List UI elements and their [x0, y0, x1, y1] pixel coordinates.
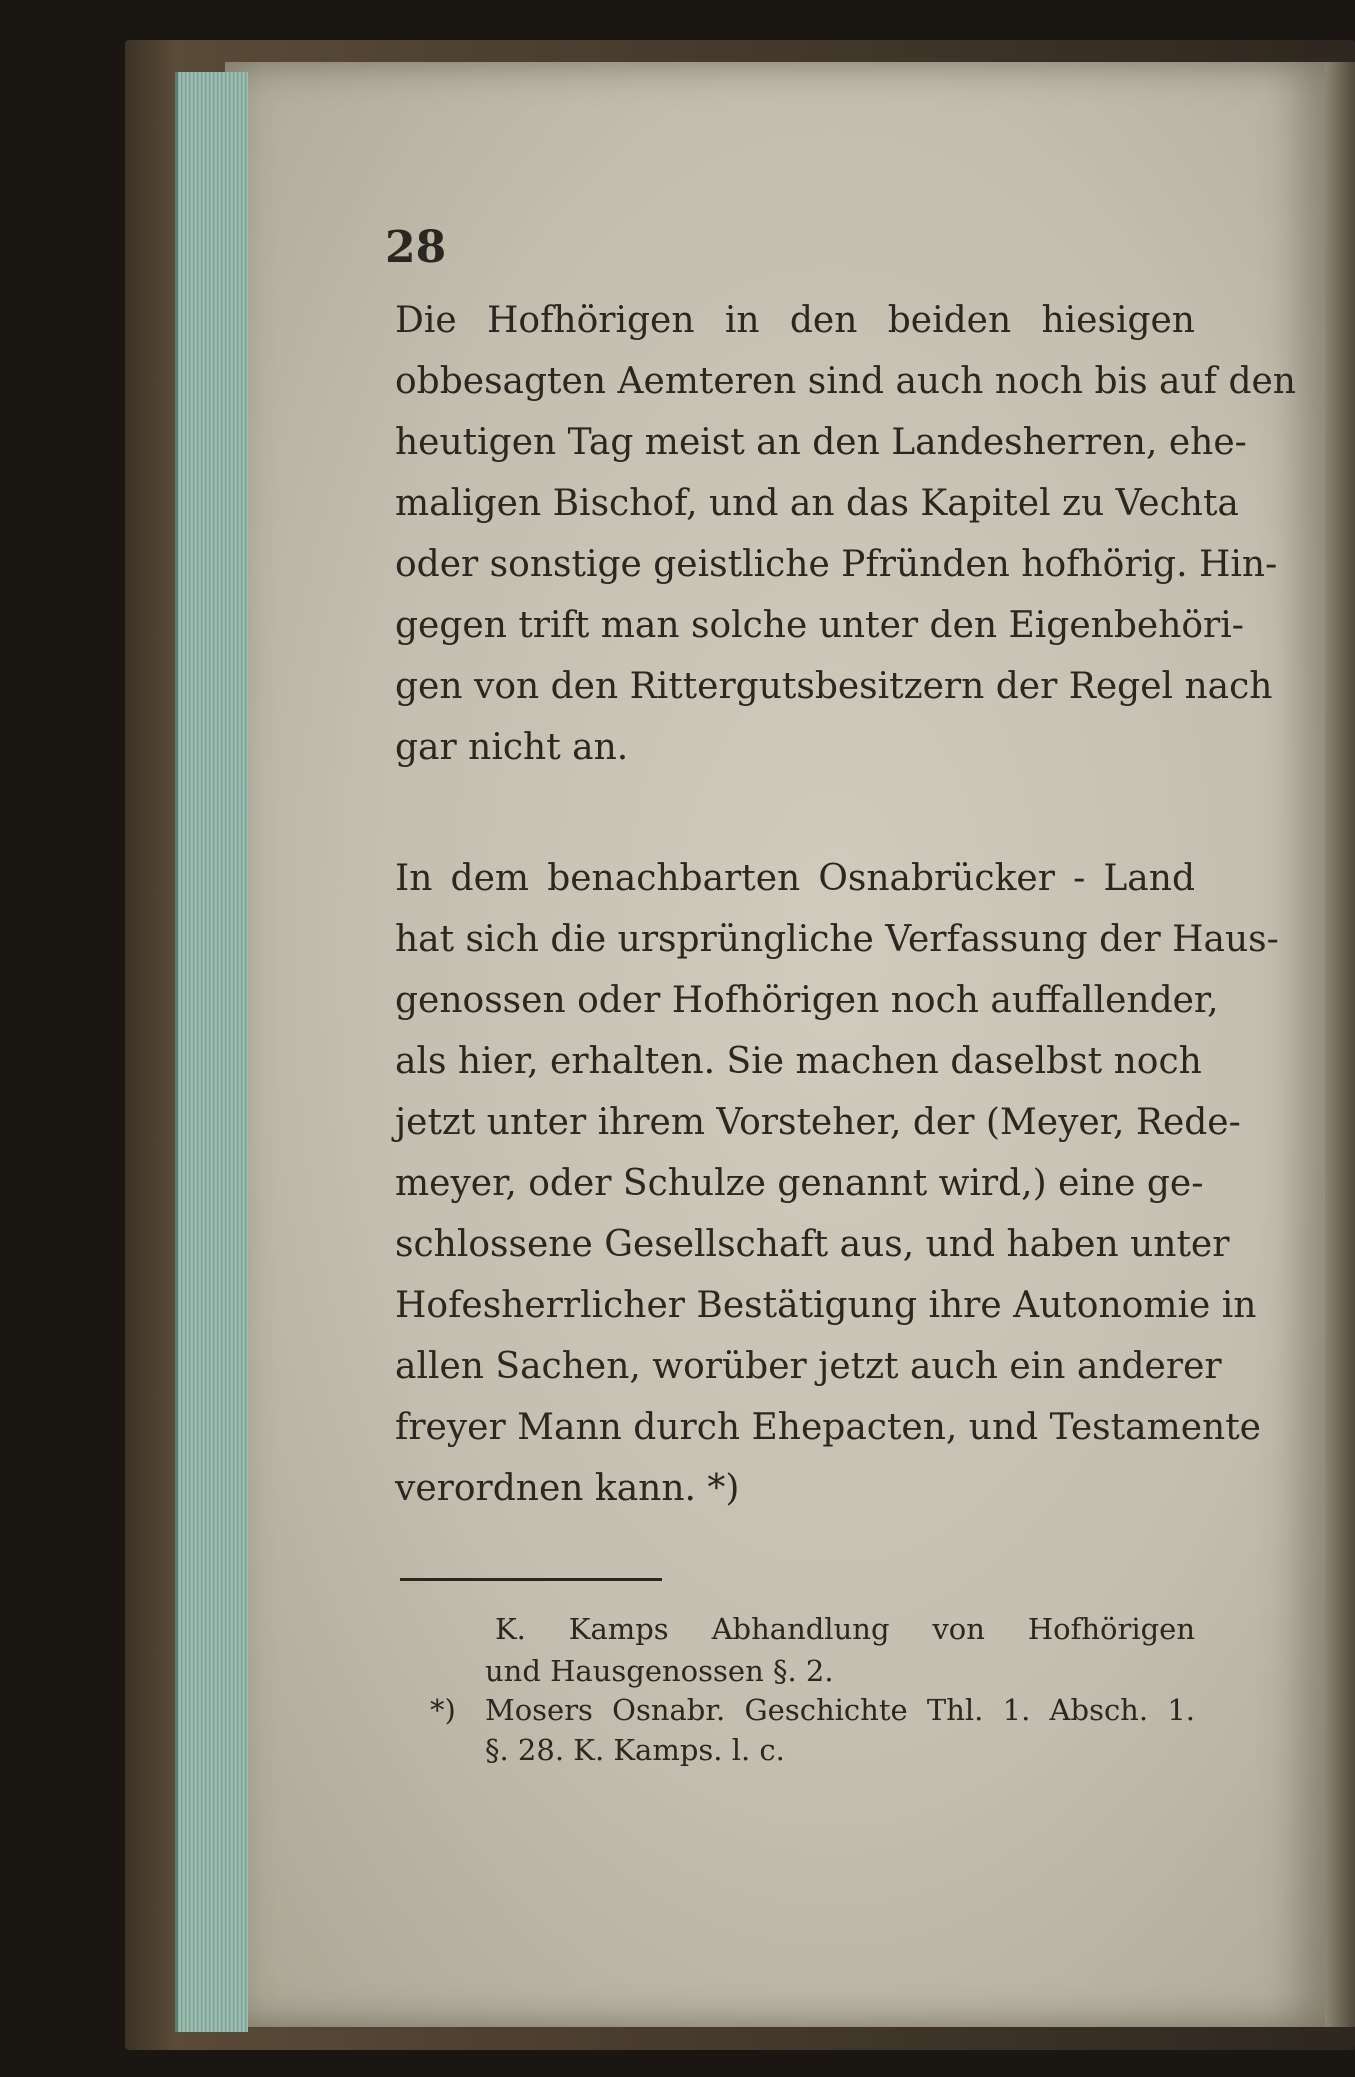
text-line: gar nicht an.: [395, 727, 629, 768]
text-line: In dem benachbarten Osnabrücker - Land: [395, 858, 1195, 899]
footnote-line: und Hausgenossen §. 2.: [485, 1654, 834, 1688]
footnote-line: §. 28. K. Kamps. l. c.: [485, 1733, 785, 1767]
page-edges: [175, 72, 248, 2032]
text-line: oder sonstige geistliche Pfründen hofhörig. Hin-: [395, 544, 1278, 585]
text-line: obbesagten Aemteren sind auch noch bis auf den: [395, 361, 1296, 402]
text-line: freyer Mann durch Ehepacten, und Testamente: [395, 1407, 1261, 1448]
page-number: 28: [385, 222, 447, 273]
text-line: meyer, oder Schulze genannt wird,) eine ge-: [395, 1163, 1204, 1204]
text-line: verordnen kann. *): [395, 1468, 740, 1509]
paragraph-2: [395, 848, 1279, 1519]
footnote-marker: *): [430, 1693, 456, 1727]
text-line: allen Sachen, worüber jetzt auch ein anderer: [395, 1346, 1222, 1387]
footnote-text: K. Kamps Abhandlung von Hofhörigen: [495, 1612, 1195, 1646]
paragraph-1: [395, 290, 1296, 778]
footnote-line: [495, 1612, 1195, 1646]
text-line: gegen trift man solche unter den Eigenbehöri-: [395, 605, 1244, 646]
text-line: heutigen Tag meist an den Landesherren, ehe-: [395, 422, 1247, 463]
text-line: maligen Bischof, und an das Kapitel zu Vechta: [395, 483, 1239, 524]
footnote-line: [485, 1693, 1195, 1727]
footnote-divider: [400, 1578, 662, 1581]
text-line: schlossene Gesellschaft aus, und haben unter: [395, 1224, 1230, 1265]
text-line: Hofesherrlicher Bestätigung ihre Autonomie in: [395, 1285, 1257, 1326]
text-line: Die Hofhörigen in den beiden hiesigen: [395, 300, 1195, 341]
text-line: als hier, erhalten. Sie machen daselbst noch: [395, 1041, 1202, 1082]
text-line: genossen oder Hofhörigen noch auffallender,: [395, 980, 1219, 1021]
footnote-text: Mosers Osnabr. Geschichte Thl. 1. Absch. 1.: [485, 1693, 1195, 1727]
text-line: gen von den Rittergutsbesitzern der Regel nach: [395, 666, 1273, 707]
text-line: jetzt unter ihrem Vorsteher, der (Meyer, Rede-: [395, 1102, 1241, 1143]
book-binding: [1325, 62, 1355, 2027]
text-line: hat sich die ursprüngliche Verfassung der Haus-: [395, 919, 1279, 960]
